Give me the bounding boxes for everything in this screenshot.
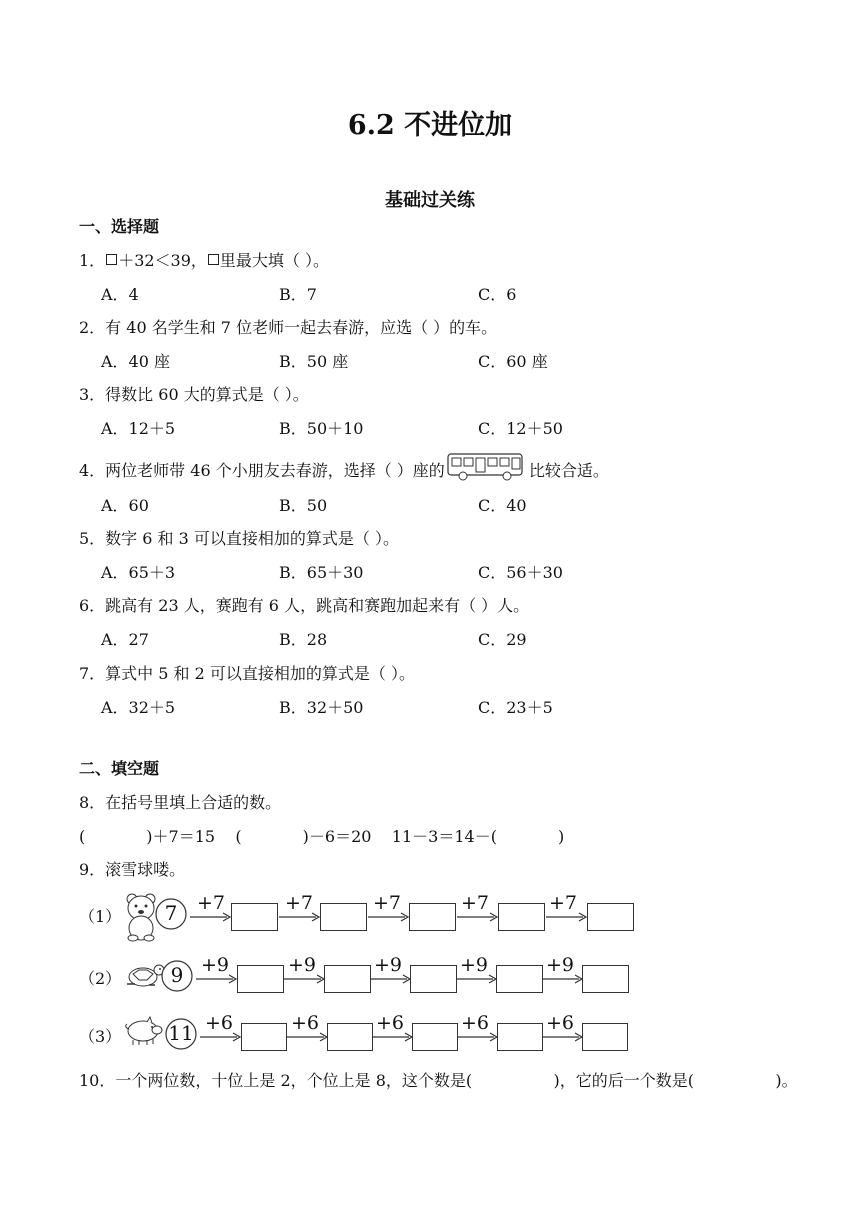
question-10[interactable]: 10．一个两位数，十位上是 2，个位上是 8，这个数是( )，它的后一个数是( )。 (79, 1071, 798, 1090)
option-a[interactable]: A．65＋3 (101, 563, 176, 582)
question-1 (79, 248, 329, 271)
row-label: （3） (79, 1027, 122, 1046)
question-text: 里最大填（ ）。 (219, 251, 330, 270)
blank-box-icon (106, 254, 117, 265)
option-b[interactable]: B．7 (279, 285, 317, 304)
answer-box[interactable] (497, 1023, 543, 1051)
option-c[interactable]: C．40 (478, 496, 527, 515)
blank-box-icon (208, 254, 219, 265)
section-heading-choice: 一、选择题 (79, 217, 160, 236)
option-b[interactable]: B．50＋10 (279, 419, 364, 438)
answer-box[interactable] (410, 965, 457, 993)
option-b[interactable]: B．50 座 (279, 352, 349, 371)
bear-icon (123, 890, 159, 946)
step-label: +6 (376, 1012, 405, 1034)
option-c[interactable]: C．12＋50 (478, 419, 563, 438)
page-subtitle: 基础过关练 (385, 190, 475, 211)
chain-2 (195, 952, 645, 1002)
question-8-equations[interactable]: ( )＋7＝15 ( )－6＝20 11－3＝14－( ) (79, 827, 565, 846)
bus-icon (447, 452, 525, 486)
option-c[interactable]: C．60 座 (478, 352, 548, 371)
answer-box[interactable] (582, 965, 629, 993)
step-label: +6 (205, 1012, 234, 1034)
question-text: ＋32＜39， (118, 251, 207, 270)
question-number: 1． (79, 251, 106, 270)
question-3: 3．得数比 60 大的算式是（ ）。 (79, 385, 309, 404)
step-label: +6 (546, 1012, 575, 1034)
chain-1 (189, 890, 639, 940)
step-label: +7 (197, 892, 226, 914)
option-a[interactable]: A．12＋5 (101, 419, 176, 438)
question-8: 8．在括号里填上合适的数。 (79, 793, 282, 812)
option-a[interactable]: A．40 座 (101, 352, 171, 371)
option-c[interactable]: C．29 (478, 630, 527, 649)
turtle-icon (123, 960, 165, 994)
row-label: （2） (79, 969, 122, 988)
answer-box[interactable] (237, 965, 284, 993)
option-a[interactable]: A．4 (101, 285, 139, 304)
step-label: +6 (291, 1012, 320, 1034)
chain-3 (199, 1010, 649, 1060)
question-5: 5．数字 6 和 3 可以直接相加的算式是（ ）。 (79, 529, 399, 548)
question-9: 9．滚雪球喽。 (79, 860, 186, 879)
row-label: （1） (79, 907, 122, 926)
option-c[interactable]: C．56＋30 (478, 563, 563, 582)
question-4 (79, 452, 609, 486)
option-b[interactable]: B．32＋50 (279, 698, 364, 717)
pig-icon (123, 1016, 165, 1052)
answer-box[interactable] (587, 903, 634, 931)
step-label: +9 (288, 954, 317, 976)
step-label: +9 (201, 954, 230, 976)
snowball-row-2 (79, 952, 639, 1002)
question-text: 4．两位老师带 46 个小朋友去春游，选择（ ）座的 (79, 461, 445, 480)
answer-box[interactable] (241, 1023, 287, 1051)
option-b[interactable]: B．28 (279, 630, 328, 649)
step-label: +9 (460, 954, 489, 976)
question-6: 6．跳高有 23 人，赛跑有 6 人，跳高和赛跑加起来有（ ）人。 (79, 596, 530, 615)
option-a[interactable]: A．27 (101, 630, 149, 649)
section-heading-fill: 二、填空题 (79, 759, 160, 778)
answer-box[interactable] (498, 903, 545, 931)
start-number: 11 (168, 1021, 194, 1045)
question-2: 2．有 40 名学生和 7 位老师一起去春游，应选（ ）的车。 (79, 318, 498, 337)
question-7: 7．算式中 5 和 2 可以直接相加的算式是（ ）。 (79, 664, 415, 683)
step-label: +6 (461, 1012, 490, 1034)
option-c[interactable]: C．6 (478, 285, 517, 304)
question-text: 比较合适。 (528, 461, 609, 480)
step-label: +7 (373, 892, 402, 914)
step-label: +7 (285, 892, 314, 914)
option-b[interactable]: B．50 (279, 496, 328, 515)
option-a[interactable]: A．32＋5 (101, 698, 176, 717)
start-number: 9 (170, 963, 184, 987)
step-label: +7 (549, 892, 578, 914)
answer-box[interactable] (324, 965, 371, 993)
option-a[interactable]: A．60 (101, 496, 149, 515)
snowball-row-1 (79, 890, 639, 940)
step-label: +7 (461, 892, 490, 914)
step-label: +9 (546, 954, 575, 976)
page-title: 6.2 不进位加 (347, 110, 513, 141)
option-c[interactable]: C．23＋5 (478, 698, 553, 717)
snowball-row-3 (79, 1010, 639, 1060)
answer-box[interactable] (327, 1023, 373, 1051)
answer-box[interactable] (582, 1023, 628, 1051)
answer-box[interactable] (496, 965, 543, 993)
answer-box[interactable] (409, 903, 456, 931)
step-label: +9 (374, 954, 403, 976)
answer-box[interactable] (231, 903, 278, 931)
option-b[interactable]: B．65＋30 (279, 563, 364, 582)
answer-box[interactable] (412, 1023, 458, 1051)
answer-box[interactable] (320, 903, 367, 931)
start-number: 7 (164, 901, 178, 925)
